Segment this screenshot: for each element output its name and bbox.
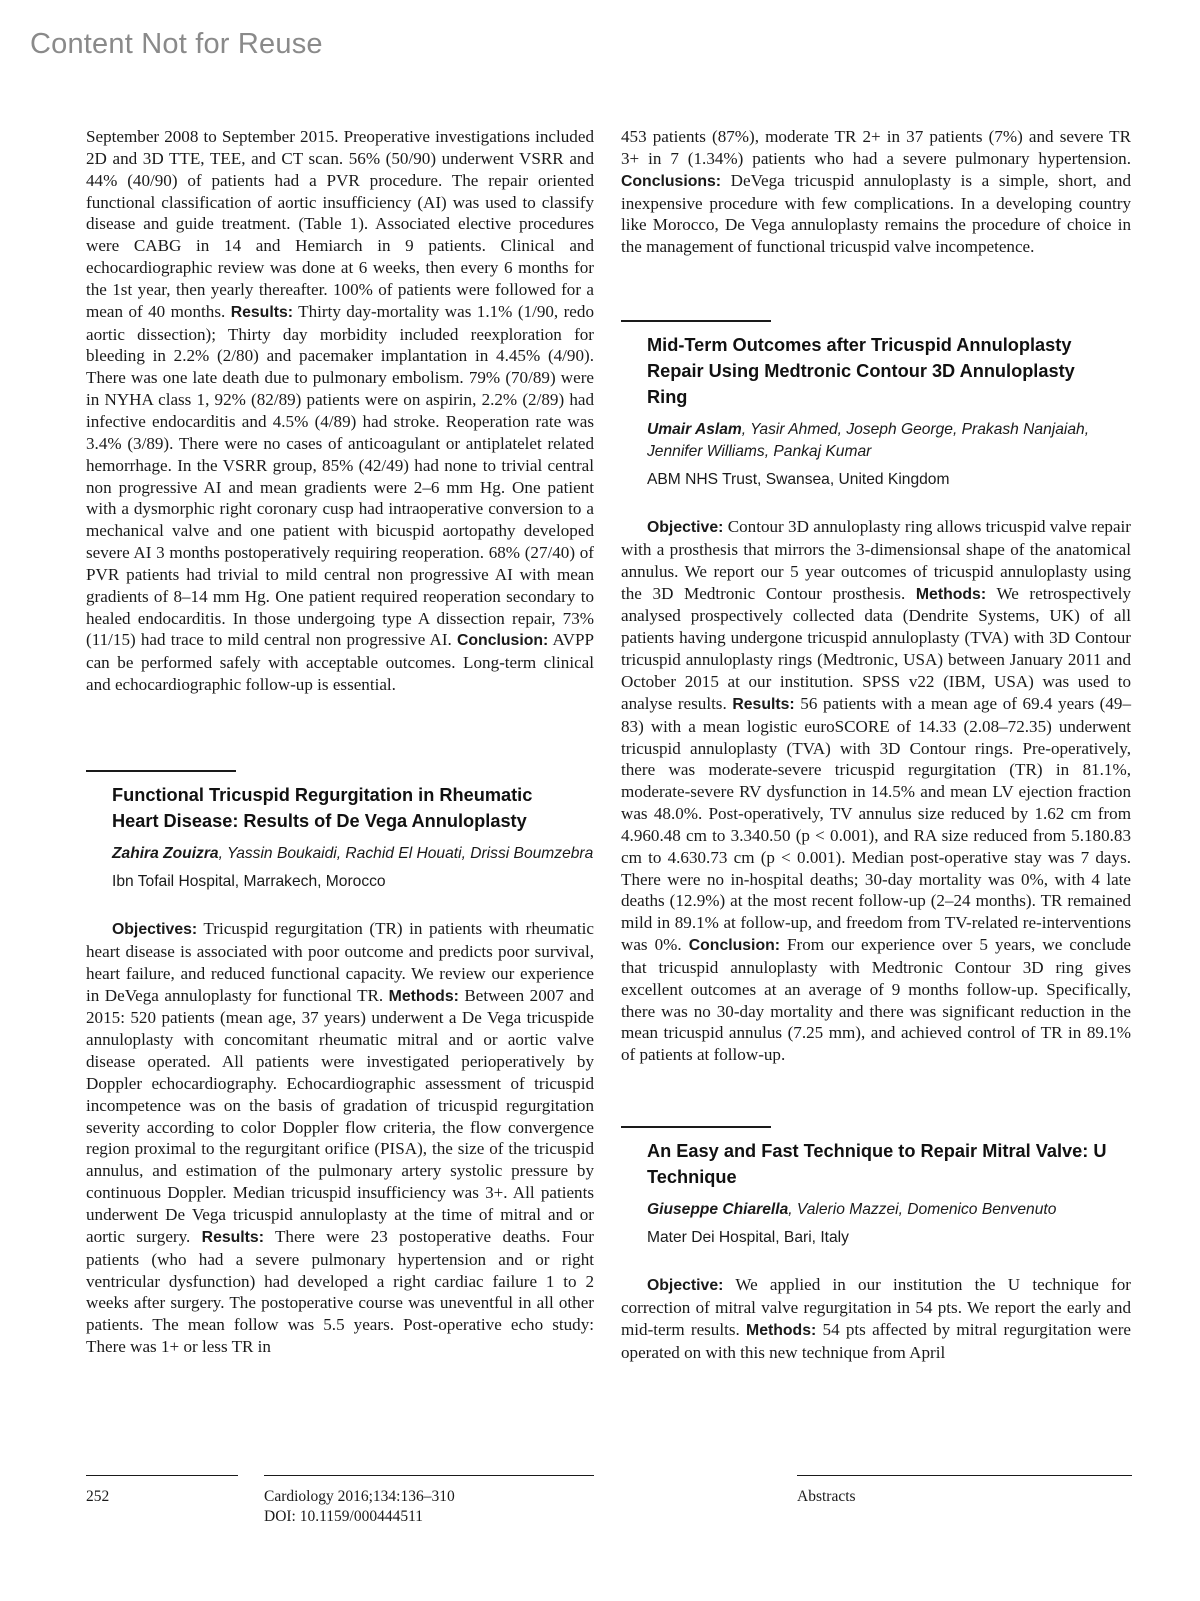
text-segment: Between 2007 and 2015: 520 patients (mean age, 37 years) underwent a De Vega tricuspide annuloplasty with concomitant rheumatic mitral and or aortic valve disease operated. All patients were investigated perioperatively by Doppler echocardiography. Echocardiographic assessment of tricuspid incompetence was on the basis of gradation of tricuspid regurgitation severity according to color Doppler flow criteria, the flow convergence region proximal to the regurgitant orifice (PISA), the size of the tricuspid annulus, and estimation of the pulmonary artery systolic pressure by continuous Doppler. Median tricuspid insufficiency was 3+. All patients underwent De Vega tricuspid annuloplasty at the time of mitral and or aortic surgery.	[86, 985, 594, 1246]
abstract-header	[621, 1138, 1131, 1249]
text-segment: Thirty day-mortality was 1.1% (1/90, redo aortic dissection); Thirty day morbidity included reexploration for bleeding in 2.2% (2/80) and pacemaker implantation in 4.45% (4/90). There was one late death due to pulmonary embolism. 79% (70/89) were in NYHA class 1, 92% (82/89) patients were on aspirin, 2.2% (2/89) had infective endocarditis and 4.5% (4/89) had stroke. Reoperation rate was 3.4% (3/89). There were no cases of anticoagulant or antiplatelet related hemorrhage. In the VSRR group, 85% (42/49) had none to trivial central non progressive AI and mean gradients were 2–6 mm Hg. One patient with a dysmorphic right coronary cusp had intraoperative conversion to a mechanical valve and one patient with bicuspid aortopathy developed severe AI 3 months postoperatively requiring reoperation. 68% (27/40) of PVR patients had trivial to mild central non progressive AI with mean gradients of 8–14 mm Hg. One patient required reoperation secondary to healed endocarditis. In those undergoing type A dissection repair, 73% (11/15) had trace to mild central non progressive AI.	[86, 301, 594, 650]
section-divider	[621, 1126, 771, 1128]
text-segment: 56 patients with a mean age of 69.4 years (49–83) with a mean logistic euroSCORE of 14.33 (2.08–72.35) underwent tricuspid annuloplasty (TVA) with 3D Contour rings. Pre-operatively, there was moderate-severe tricuspid regurgitation (TR) in 81.1%, moderate-severe RV dysfunction in 14.5% and mean LV ejection fraction was 48.0%. Post-operatively, TV annulus size reduced by 1.62 cm from 4.960.48 cm to 3.340.50 (p < 0.001), and RA size reduced from 5.180.83 cm to 4.630.73 cm (p < 0.001). Median post-operative stay was 7 days. There were no in-hospital deaths; 30-day mortality was 0%, with 4 late deaths (12.9%) at the most recent follow-up (2–24 months). TR remained mild in 89.1% at follow-up, and freedom from TV-related re-interventions was 0%.	[621, 693, 1132, 955]
affiliation: Ibn Tofail Hospital, Marrakech, Morocco	[112, 873, 386, 890]
co-authors: , Yassin Boukaidi, Rachid El Houati, Drissi Boumzebra	[218, 845, 594, 862]
author-list	[647, 1199, 1131, 1221]
footer-rule	[264, 1475, 594, 1476]
text-segment: AVPP can be performed safely with acceptable outcomes. Long-term clinical and echocardiographic follow-up is essential.	[86, 630, 594, 695]
footer-rule	[86, 1475, 238, 1476]
page-number: 252	[86, 1488, 110, 1505]
text-segment: 453 patients (87%), moderate TR 2+ in 37 patients (7%) and severe TR 3+ in 7 (1.34%) patients who had a severe pulmonary hypertension.	[621, 127, 1131, 168]
objective-label: Objective:	[647, 519, 724, 537]
continued-abstract-text	[621, 126, 1131, 258]
doi: DOI: 10.1159/000444511	[264, 1508, 424, 1525]
results-label: Results:	[230, 303, 294, 321]
affiliation: Mater Dei Hospital, Bari, Italy	[647, 1229, 849, 1247]
text-segment: We retrospectively analysed prospectively collected data (Dendrite Systems, UK) of all patients having undergone tricuspid annuloplasty (TVA) with 3D Contour tricuspid annuloplasty rings (Medtronic, USA) between January 2011 and October 2015 at our institution. SPSS v22 (IBM, USA) was used to analyse results.	[621, 583, 1132, 713]
text-segment: 54 pts affected by mitral regurgitation were operated on with this new technique from April	[621, 1319, 1131, 1362]
co-authors: , Yasir Ahmed, Joseph George, Prakash Nanjaiah, Jennifer Williams, Pankaj Kumar	[647, 421, 1090, 461]
abstract-header	[621, 332, 1131, 491]
text-segment: We applied in our institution the U technique for correction of mitral valve regurgitation in 54 pts. We report the early and mid-term results.	[621, 1275, 1131, 1339]
methods-label: Methods:	[915, 585, 987, 603]
results-label: Results:	[201, 1228, 264, 1246]
footer-rule	[797, 1475, 1132, 1476]
abstract-body	[86, 918, 594, 1358]
results-label: Results:	[732, 695, 795, 713]
methods-label: Methods:	[746, 1321, 817, 1339]
text-segment: DeVega tricuspid annuloplasty is a simple, short, and inexpensive procedure with few complications. In a developing country like Morocco, De Vega annuloplasty remains the procedure of choice in the management of functional tricuspid valve incompetence.	[621, 170, 1131, 257]
author-list	[112, 843, 594, 865]
objective-label: Objective:	[647, 1277, 724, 1295]
conclusion-label: Conclusion:	[688, 937, 780, 955]
lead-author: Zahira Zouizra	[112, 845, 219, 862]
conclusion-label: Conclusion:	[457, 632, 549, 650]
text-segment: There were 23 postoperative deaths. Four patients (who had a severe pulmonary hypertension and or right ventricular dysfunction) had developed a right cardiac failure 1 to 2 weeks after surgery. The postoperative course was uneventful in all other patients. The mean follow was 5.5 years. Post-operative echo study: There was 1+ or less TR in	[86, 1226, 594, 1357]
author-list	[647, 419, 1131, 463]
section-name: Abstracts	[797, 1488, 856, 1505]
abstract-title: An Easy and Fast Technique to Repair Mitral Valve: U Technique	[647, 1141, 1107, 1188]
watermark: Content Not for Reuse	[30, 28, 323, 60]
co-authors: , Valerio Mazzei, Domenico Benvenuto	[788, 1201, 1057, 1219]
text-segment: From our experience over 5 years, we conclude that tricuspid annuloplasty with Medtronic Contour 3D ring gives excellent outcomes at an average of 9 months follow-up. Specifically, there was no 30-day mortality and there was significant reduction in the mean tricuspid annulus (7.25 mm), and achieved control of TR in 89.1% of patients at follow-up.	[621, 935, 1132, 1065]
continued-abstract-text	[86, 126, 594, 714]
abstract-title: Mid-Term Outcomes after Tricuspid Annuloplasty Repair Using Medtronic Contour 3D Annuloplasty Ring	[647, 335, 1075, 408]
lead-author: Umair Aslam	[647, 421, 742, 439]
text-segment: Contour 3D annuloplasty ring allows tricuspid valve repair with a prosthesis that mirrors the 3-dimensionsal shape of the anatomical annulus. We report our 5 year outcomes of tricuspid annuloplasty using the 3D Medtronic Contour prosthesis.	[621, 517, 1131, 603]
abstract-body	[621, 516, 1131, 1066]
left-column	[86, 126, 594, 1358]
right-column	[621, 126, 1131, 1364]
methods-label: Methods:	[388, 987, 459, 1005]
text-segment: Tricuspid regurgitation (TR) in patients with rheumatic heart disease is associated with poor outcome and predicts poor survival, heart failure, and reduced functional capacity. We review our experience in DeVega annuloplasty for functional TR.	[86, 919, 594, 1005]
abstract-header	[86, 782, 594, 893]
affiliation: ABM NHS Trust, Swansea, United Kingdom	[647, 471, 950, 489]
abstract-title: Functional Tricuspid Regurgitation in Rheumatic Heart Disease: Results of De Vega Annuloplasty	[112, 785, 533, 831]
section-divider	[621, 320, 771, 322]
text-segment: September 2008 to September 2015. Preoperative investigations included 2D and 3D TTE, TEE, and CT scan. 56% (50/90) underwent VSRR and 44% (40/90) of patients had a PVR procedure. The repair oriented functional classification of aortic insufficiency (AI) was used to classify disease and guide treatment. (Table 1). Associated elective procedures were CABG in 14 and Hemiarch in 9 patients. Clinical and echocardiographic review was done at 6 weeks, then every 6 months for the 1st year, then yearly thereafter. 100% of patients were followed for a mean of 40 months.	[86, 127, 594, 321]
journal-citation: Cardiology 2016;134:136–310	[264, 1488, 455, 1505]
lead-author: Giuseppe Chiarella	[647, 1201, 789, 1219]
objectives-label: Objectives:	[112, 921, 198, 938]
abstract-body	[621, 1274, 1131, 1363]
conclusions-label: Conclusions:	[621, 172, 722, 190]
section-divider	[86, 770, 236, 772]
